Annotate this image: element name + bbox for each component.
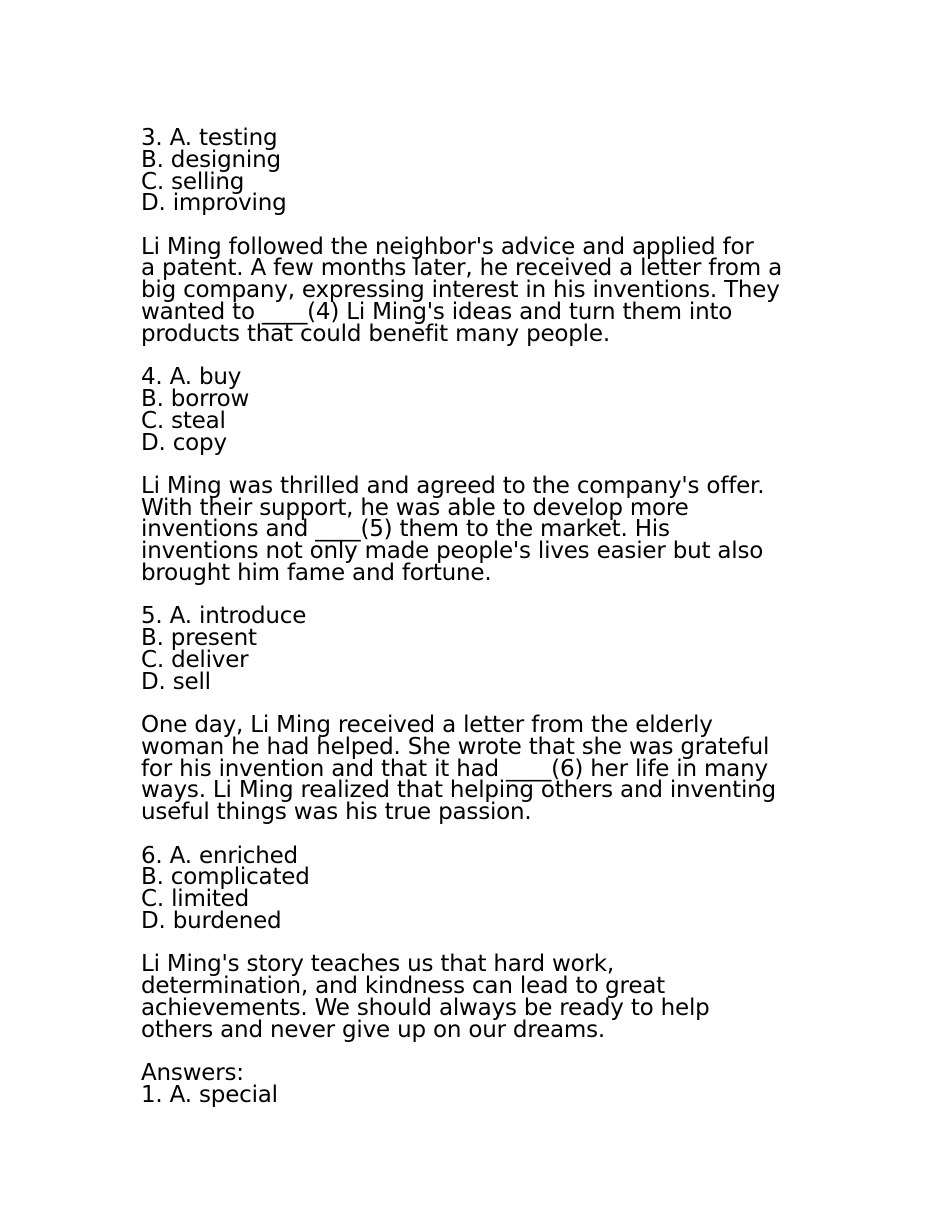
option-line: B. borrow (141, 385, 250, 412)
answers-heading: Answers: (141, 1059, 244, 1086)
option-line: 6. A. enriched (141, 842, 298, 869)
option-line: 3. A. testing (141, 125, 278, 151)
option-line: 4. A. buy (141, 364, 242, 391)
option-line: D. sell (141, 668, 211, 695)
option-line: B. complicated (141, 864, 310, 891)
answers-section (141, 1059, 821, 1108)
option-line: 5. A. introduce (141, 603, 307, 630)
paragraph-5: Li Ming was thrilled and agreed to the company's offer. With their support, he was able to develop more inventions and ____(5) them to the market. His inventions not only made people's lives easier but also brought him fame and fortune. (141, 472, 765, 587)
document-page (141, 125, 821, 1108)
question-5-options (141, 603, 821, 695)
option-line: C. selling (141, 168, 245, 195)
option-line: B. designing (141, 146, 281, 173)
question-4-options (141, 364, 821, 456)
conclusion-paragraph: Li Ming's story teaches us that hard work, determination, and kindness can lead to great achievements. We should always be ready to help others and never give up on our dreams. (141, 951, 710, 1043)
question-3-options (141, 125, 821, 217)
paragraph-4: Li Ming followed the neighbor's advice and applied for a patent. A few months later, he received a letter from a big company, expressing interest in his inventions. They wanted to ____(4) Li Ming's ideas and turn them into products that could benefit many people. (141, 233, 783, 347)
option-line: C. deliver (141, 646, 249, 673)
option-line: C. limited (141, 886, 250, 913)
option-line: D. burdened (141, 907, 282, 934)
option-line: C. steal (141, 407, 226, 434)
option-line: D. improving (141, 190, 287, 217)
question-6-options (141, 842, 821, 934)
paragraph-6: One day, Li Ming received a letter from the elderly woman he had helped. She wrote that she was grateful for his invention and that it had ____(6) her life in many ways. Li Ming realized that helping others and inventing useful things was his true passion. (141, 712, 776, 826)
option-line: D. copy (141, 429, 227, 456)
option-line: B. present (141, 625, 257, 652)
answer-item: 1. A. special (141, 1081, 278, 1108)
